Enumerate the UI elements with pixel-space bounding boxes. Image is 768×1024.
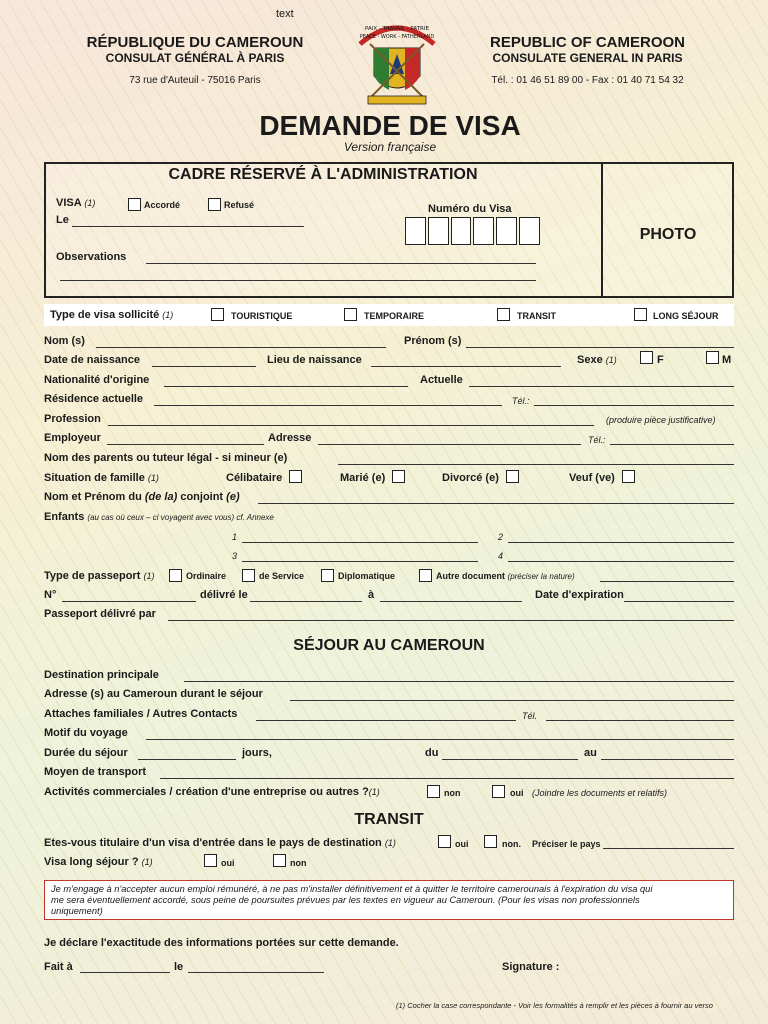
- visa-number-box[interactable]: [451, 217, 472, 245]
- marie-checkbox[interactable]: [392, 470, 405, 483]
- engagement-box: [44, 880, 734, 920]
- observations-label: Observations: [56, 251, 127, 263]
- passeport-numero-field[interactable]: [62, 601, 196, 602]
- adresse-cameroun-label: Adresse (s) au Cameroun durant le séjour: [44, 688, 263, 700]
- residence-label: Résidence actuelle: [44, 393, 144, 405]
- activites-non-checkbox[interactable]: [427, 785, 440, 798]
- destination-label: Destination principale: [44, 669, 159, 681]
- produire-note: (produire pièce justificative): [606, 415, 716, 425]
- temporaire-label: TEMPORAIRE: [364, 311, 425, 321]
- profession-label: Profession: [44, 413, 101, 425]
- footnote: (1) Cocher la case correspondante - Voir les formalités à remplir et les pièces à fournir au verso: [396, 1001, 713, 1010]
- nom-label: Nom (s): [44, 335, 85, 347]
- transit-checkbox[interactable]: [497, 308, 510, 321]
- refuse-label: Refusé: [224, 200, 255, 210]
- veuf-checkbox[interactable]: [622, 470, 635, 483]
- signature-label: Signature :: [502, 961, 560, 973]
- nationalite-label: Nationalité d'origine: [44, 374, 150, 386]
- delivre-a-label: à: [368, 589, 375, 601]
- au-label: au: [584, 747, 597, 759]
- fait-a-label: Fait à: [44, 961, 73, 973]
- ordinaire-label: Ordinaire: [186, 571, 227, 581]
- du-label: du: [425, 747, 439, 759]
- parents-label: Nom des parents ou tuteur légal - si mineur (e): [44, 452, 288, 464]
- duree-field[interactable]: [138, 759, 236, 760]
- sexe-m-checkbox[interactable]: [706, 351, 719, 364]
- activites-oui-label: oui: [510, 788, 524, 798]
- employeur-tel-field[interactable]: [610, 444, 734, 445]
- refuse-checkbox[interactable]: [208, 198, 221, 211]
- transit-oui-checkbox[interactable]: [438, 835, 451, 848]
- delivre-le-field[interactable]: [250, 601, 362, 602]
- employeur-field[interactable]: [107, 444, 264, 445]
- coat-of-arms-icon: [352, 14, 442, 110]
- visa-number-box[interactable]: [428, 217, 449, 245]
- au-field[interactable]: [601, 759, 734, 760]
- veuf-label: Veuf (ve): [569, 472, 615, 484]
- child-field[interactable]: [508, 542, 734, 543]
- attaches-tel-field[interactable]: [546, 720, 734, 721]
- sexe-f-checkbox[interactable]: [640, 351, 653, 364]
- visa-number-box[interactable]: [473, 217, 494, 245]
- sexe-m-label: M: [722, 354, 732, 366]
- child-number: 3: [232, 551, 238, 561]
- admin-date-field[interactable]: [72, 226, 304, 227]
- motif-field[interactable]: [146, 739, 734, 740]
- activites-joindre-note: (Joindre les documents et relatifs): [532, 788, 668, 798]
- fait-a-field[interactable]: [80, 972, 170, 973]
- touristique-label: TOURISTIQUE: [231, 311, 293, 321]
- motif-label: Motif du voyage: [44, 727, 128, 739]
- form-subtitle: Version française: [343, 140, 437, 154]
- transit-question: Etes-vous titulaire d'un visa d'entrée dans le pays de destination (1): [44, 837, 396, 849]
- passeport-numero-label: N°: [44, 589, 57, 601]
- transport-label: Moyen de transport: [44, 766, 147, 778]
- destination-field[interactable]: [184, 681, 734, 682]
- prenom-label: Prénom (s): [404, 335, 462, 347]
- engagement-line: uniquement): [51, 906, 103, 916]
- situation-label: Situation de famille (1): [44, 472, 159, 484]
- expiration-label: Date d'expiration: [535, 589, 624, 601]
- residence-tel-label: Tél.:: [512, 396, 530, 406]
- divorce-checkbox[interactable]: [506, 470, 519, 483]
- enfants-label: Enfants (au cas où ceux – ci voyagent avec vous) cf. Annexe: [44, 511, 274, 523]
- le-date-field[interactable]: [188, 972, 324, 973]
- long-sejour-label: LONG SÉJOUR: [653, 311, 719, 321]
- autre-document-label: Autre document (préciser la nature): [436, 571, 575, 581]
- nationalite-field[interactable]: [164, 386, 408, 387]
- photo-label: PHOTO: [639, 226, 697, 243]
- preciser-pays-label: Préciser le pays: [532, 839, 601, 849]
- du-field[interactable]: [442, 759, 578, 760]
- sejour-title: SÉJOUR AU CAMEROUN: [293, 637, 485, 654]
- visa-type-label: Type de visa sollicité (1): [50, 309, 174, 321]
- lieu-naissance-field[interactable]: [371, 366, 561, 367]
- preciser-pays-field[interactable]: [603, 848, 734, 849]
- marie-label: Marié (e): [340, 472, 386, 484]
- service-label: de Service: [259, 571, 305, 581]
- child-number: 1: [232, 532, 238, 542]
- child-field[interactable]: [508, 561, 734, 562]
- child-number: 4: [498, 551, 504, 561]
- admin-date-label: Le: [56, 214, 69, 226]
- sexe-label: Sexe (1): [577, 354, 617, 366]
- child-field[interactable]: [242, 542, 478, 543]
- form-title: DEMANDE DE VISA: [259, 110, 521, 141]
- child-number: 2: [498, 532, 504, 542]
- sexe-f-label: F: [657, 354, 664, 366]
- engagement-line: Je m'engage à n'accepter aucun emploi rémunéré, à ne pas m'installer définitivement et à quitter le territoire camerounais à l'expiration du visa qui: [51, 884, 653, 894]
- child-field[interactable]: [242, 561, 478, 562]
- long-sejour-oui-checkbox[interactable]: [204, 854, 217, 867]
- accorde-label: Accordé: [144, 200, 181, 210]
- admin-title: CADRE RÉSERVÉ À L'ADMINISTRATION: [168, 166, 478, 183]
- lieu-naissance-label: Lieu de naissance: [267, 354, 362, 366]
- touristique-checkbox[interactable]: [211, 308, 224, 321]
- prenom-field[interactable]: [466, 347, 734, 348]
- autre-document-field[interactable]: [600, 581, 734, 582]
- residence-field[interactable]: [154, 405, 502, 406]
- attaches-tel-label: Tél.: [522, 711, 538, 721]
- temporaire-checkbox[interactable]: [344, 308, 357, 321]
- actuelle-label: Actuelle: [420, 374, 463, 386]
- parents-field[interactable]: [338, 464, 734, 465]
- seal-motto-top: PAIX - TRAVAIL - PATRIE: [365, 26, 429, 32]
- celibataire-label: Célibataire: [226, 472, 283, 484]
- jours-label: jours,: [242, 747, 272, 759]
- nationalite-actuelle-field[interactable]: [469, 386, 734, 387]
- accorde-checkbox[interactable]: [128, 198, 141, 211]
- long-sejour-non-label: non: [290, 858, 307, 868]
- header-left-subtitle: CONSULAT GÉNÉRAL À PARIS: [105, 51, 285, 65]
- declaration-text: Je déclare l'exactitude des informations portées sur cette demande.: [44, 937, 399, 949]
- nom-field[interactable]: [96, 347, 386, 348]
- attaches-label: Attaches familiales / Autres Contacts: [44, 708, 238, 720]
- expiration-field[interactable]: [624, 601, 734, 602]
- delivre-par-label: Passeport délivré par: [44, 608, 156, 620]
- employeur-adresse-label: Adresse: [268, 432, 312, 444]
- service-checkbox[interactable]: [242, 569, 255, 582]
- header-right-phone: Tél. : 01 46 51 89 00 - Fax : 01 40 71 54 32: [491, 75, 684, 86]
- visa-number-box[interactable]: [405, 217, 426, 245]
- activites-non-label: non: [444, 788, 461, 798]
- employeur-tel-label: Tél.:: [588, 435, 606, 445]
- le-label: le: [174, 961, 184, 973]
- conjoint-field[interactable]: [258, 503, 734, 504]
- long-sejour-checkbox[interactable]: [634, 308, 647, 321]
- transit-oui-label: oui: [455, 839, 469, 849]
- visa-number-box[interactable]: [519, 217, 540, 245]
- observations-field[interactable]: [146, 263, 536, 264]
- passeport-type-label: Type de passeport (1): [44, 570, 155, 582]
- attaches-field[interactable]: [256, 720, 516, 721]
- delivre-a-field[interactable]: [380, 601, 522, 602]
- long-sejour-oui-label: oui: [221, 858, 235, 868]
- activites-oui-checkbox[interactable]: [492, 785, 505, 798]
- transit-label: TRANSIT: [517, 311, 556, 321]
- header-right-title: REPUBLIC OF CAMEROON: [490, 34, 685, 51]
- celibataire-checkbox[interactable]: [289, 470, 302, 483]
- top-text: text: [276, 8, 294, 20]
- transit-title: TRANSIT: [354, 811, 424, 828]
- long-sejour-question: Visa long séjour ? (1): [44, 856, 153, 868]
- transit-non-label: non.: [502, 839, 521, 849]
- transport-field[interactable]: [160, 778, 734, 779]
- profession-field[interactable]: [108, 425, 594, 426]
- transit-non-checkbox[interactable]: [484, 835, 497, 848]
- date-naissance-label: Date de naissance: [44, 354, 140, 366]
- diplomatique-label: Diplomatique: [338, 571, 396, 581]
- conjoint-label: Nom et Prénom du (de la) conjoint (e): [44, 491, 240, 503]
- engagement-line: me sera éventuellement accordé, sous peine de poursuites prévues par les textes en vigueur au Cameroun. (Pour les visas non professionnels: [51, 895, 640, 905]
- delivre-le-label: délivré le: [200, 589, 248, 601]
- visa-number-box[interactable]: [496, 217, 517, 245]
- ordinaire-checkbox[interactable]: [169, 569, 182, 582]
- seal-motto-bottom: PEACE - WORK - FATHERLAND: [359, 34, 435, 40]
- divorce-label: Divorcé (e): [442, 472, 499, 484]
- delivre-par-field[interactable]: [168, 620, 734, 621]
- duree-label: Durée du séjour: [44, 747, 128, 759]
- diplomatique-checkbox[interactable]: [321, 569, 334, 582]
- header-left-title: RÉPUBLIQUE DU CAMEROUN: [86, 34, 304, 51]
- employeur-label: Employeur: [44, 432, 101, 444]
- employeur-adresse-field[interactable]: [318, 444, 581, 445]
- header-left-address: 73 rue d'Auteuil - 75016 Paris: [129, 75, 261, 86]
- visa-number-boxes[interactable]: [405, 217, 540, 245]
- date-naissance-field[interactable]: [152, 366, 256, 367]
- long-sejour-non-checkbox[interactable]: [273, 854, 286, 867]
- adresse-cameroun-field[interactable]: [290, 700, 734, 701]
- observations-field-2[interactable]: [60, 280, 536, 281]
- autre-document-checkbox[interactable]: [419, 569, 432, 582]
- visa-number-label: Numéro du Visa: [428, 203, 512, 215]
- header-right-subtitle: CONSULATE GENERAL IN PARIS: [492, 51, 683, 65]
- admin-visa-label: VISA (1): [56, 197, 96, 209]
- activites-label: Activités commerciales / création d'une entreprise ou autres ?(1): [44, 786, 380, 798]
- residence-tel-field[interactable]: [534, 405, 734, 406]
